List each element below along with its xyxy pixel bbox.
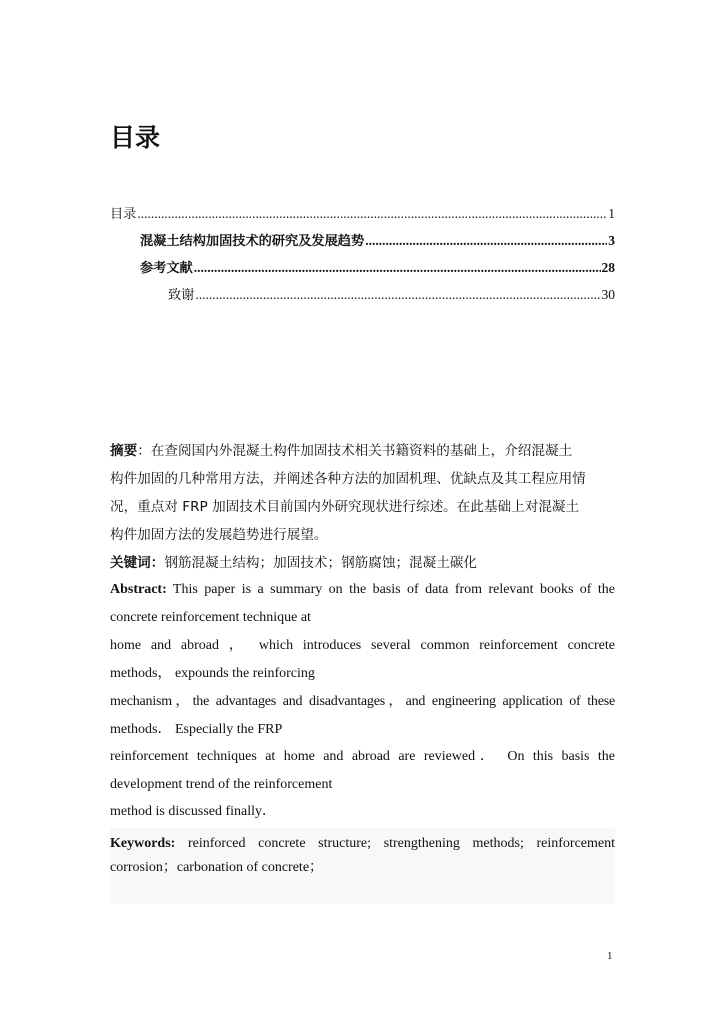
abstract-en-line: method is discussed finally． — [110, 804, 277, 819]
abstract-en-line: home and abroad ， which introduces several common reinforcement concrete — [110, 638, 615, 653]
abstract-en-line: Abstract: This paper is a summary on the basis of data from relevant books of the — [110, 582, 615, 597]
abstract-cn-label: 摘要 — [110, 443, 138, 459]
abstract-cn-line: 摘要：在查阅国内外混凝土构件加固技术相关书籍资料的基础上，介绍混凝土 — [110, 443, 573, 459]
page-number: 1 — [607, 950, 613, 962]
toc-entry[interactable]: 参考文献 ..... 28 — [140, 257, 615, 276]
toc-entry[interactable]: 致谢 ..... 30 — [168, 284, 615, 303]
abstract-en-line: development trend of the reinforcement — [110, 777, 333, 792]
toc-entry[interactable]: 混凝土结构加固技术的研究及发展趋势 ..... 3 — [140, 230, 615, 249]
keywords-cn: 关键词：钢筋混凝土结构；加固技术；钢筋腐蚀；混凝土碳化 — [110, 555, 478, 571]
abstract-en-line: methods， expounds the reinforcing — [110, 666, 315, 681]
abstract-en-line: methods． Especially the FRP — [110, 722, 283, 737]
toc-entry[interactable]: 目录 ..... 1 — [110, 203, 615, 222]
keywords-en-line: Keywords: reinforced concrete structure; strengthening methods; reinforcement — [110, 836, 615, 851]
keywords-en-line: corrosion；carbonation of concrete； — [110, 860, 324, 875]
abstract-en-label: Abstract: — [110, 582, 167, 597]
abstract-en-line: concrete reinforcement technique at — [110, 610, 311, 625]
page-title: 目录 — [110, 123, 161, 152]
abstract-cn-line: 构件加固方法的发展趋势进行展望。 — [110, 527, 328, 543]
abstract-en-line: mechanism，the advantages and disadvantages，and engineering application of these — [110, 694, 615, 709]
abstract-cn-line: 构件加固的几种常用方法，并阐述各种方法的加固机理、优缺点及其工程应用情 — [110, 471, 586, 487]
keywords-en-label: Keywords: — [110, 836, 176, 851]
abstract-cn-line: 况，重点对 FRP 加固技术目前国内外研究现状进行综述。在此基础上对混凝土 — [110, 499, 580, 515]
abstract-en-line: reinforcement techniques at home and abroad are reviewed． On this basis the — [110, 749, 615, 764]
